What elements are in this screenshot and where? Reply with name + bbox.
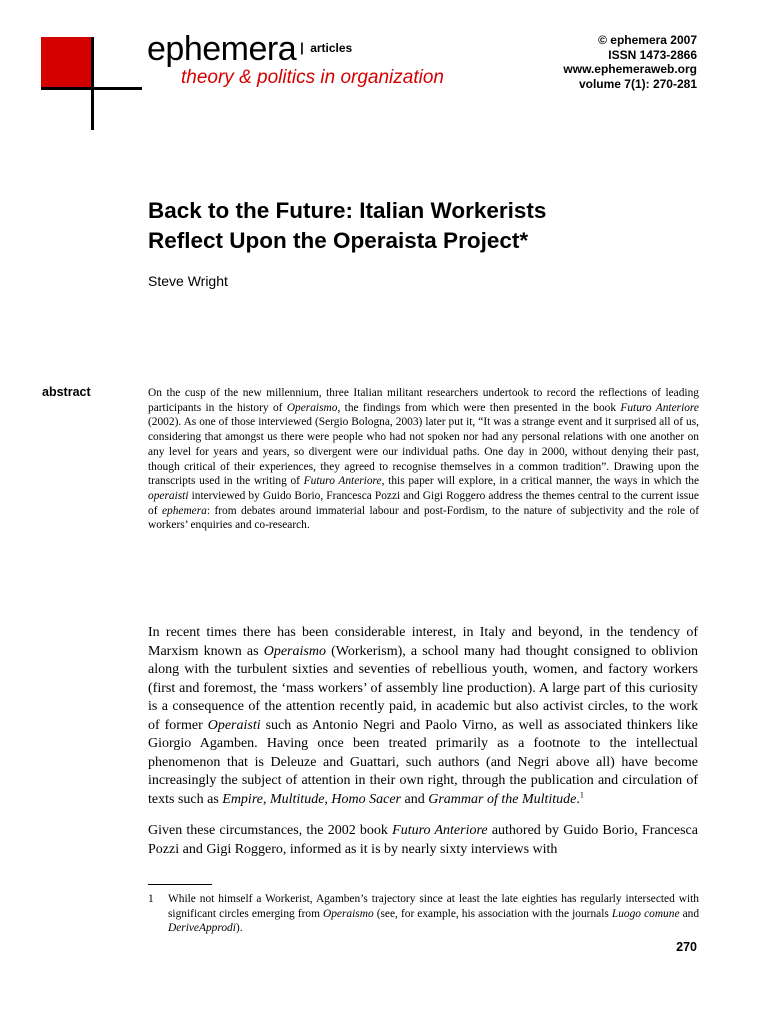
- journal-name: ephemera: [147, 30, 297, 68]
- brand-separator: |: [300, 40, 304, 55]
- publication-meta: [563, 33, 697, 91]
- page-number: 270: [676, 940, 697, 954]
- article-author: Steve Wright: [148, 273, 228, 289]
- logo-vertical-line: [91, 37, 94, 130]
- article-title: [148, 196, 708, 256]
- website-line: www.ephemeraweb.org: [563, 62, 697, 76]
- title-line-2: Reflect Upon the Operaista Project*: [148, 228, 529, 253]
- footnote-ref-1[interactable]: 1: [579, 789, 584, 799]
- logo-red-square: [41, 37, 91, 87]
- footnote-text: While not himself a Workerist, Agamben’s trajectory since at least the late eighties has regularly intersected with significant circles emerging from Operaismo (see, for example, his association with the journals Luogo comune and DeriveApprodi).: [168, 893, 700, 935]
- copyright-line: © ephemera 2007: [598, 33, 697, 47]
- volume-line: volume 7(1): 270-281: [578, 76, 697, 91]
- section-label: articles: [310, 41, 353, 55]
- abstract-text: On the cusp of the new millennium, three Italian militant researchers undertook to record the reflections of leading participants in the history of Operaismo, the findings from which were then presented in the book Futuro Anteriore (2002). As one of those interviewed (Sergio Bologna, 2003) later put it, “It was a strange event and it surprised all of us, considering that amongst us there were people who had not spoken nor had any personal relations with one another on any level for years and years, so divergent were our individual paths. One day in 2000, without denying their past, though critical of their experiences, they agreed to recognise themselves in a common tradition”. Drawing upon the transcripts used in the writing of Futuro Anteriore, this paper will explore, in a critical manner, the ways in which the operaisti interviewed by Guido Borio, Francesca Pozzi and Gigi Roggero address the themes central to the current issue of ephemera: from debates around immaterial labour and post-Fordism, to the nature of subjectivity and the role of workers’ enquiries and co-research.: [148, 387, 699, 532]
- body-paragraph-2: Given these circumstances, the 2002 book Futuro Anteriore authored by Guido Borio, Francesca Pozzi and Gigi Roggero, informed as it is by nearly sixty interviews with: [148, 823, 698, 857]
- title-line-1: Back to the Future: Italian Workerists: [148, 198, 547, 223]
- abstract-label: abstract: [42, 385, 91, 399]
- journal-brand: [147, 32, 352, 66]
- issn-line: ISSN 1473-2866: [608, 47, 697, 62]
- logo-horizontal-line: [41, 87, 142, 90]
- footnote-number: 1: [148, 893, 154, 905]
- journal-tagline: theory & politics in organization: [181, 67, 444, 88]
- footnote-divider: [148, 884, 212, 885]
- footnote-1: [148, 892, 699, 936]
- body-paragraph-1: In recent times there has been considerable interest, in Italy and beyond, in the tendency of Marxism known as Operaismo (Workerism), a school many had thought consigned to oblivion along with the turbulent sixties and seventies of rebellious youth, women, and factory workers (first and foremost, the ‘mass workers’ of assembly line production). A large part of this curiosity is a consequence of the attention recently paid, in academic but also activist circles, to the work of former Operaisti such as Antonio Negri and Paolo Virno, as well as associated thinkers like Giorgio Agamben. Having once been treated primarily as a footnote to the intellectual phenomenon that is Deleuze and Guattari, such authors (and Negri above all) have become increasingly the subject of attention in their own right, through the publication and circulation of texts such as Empire, Multitude, Homo Sacer and Grammar of the Multitude.$^1$: [148, 625, 698, 807]
